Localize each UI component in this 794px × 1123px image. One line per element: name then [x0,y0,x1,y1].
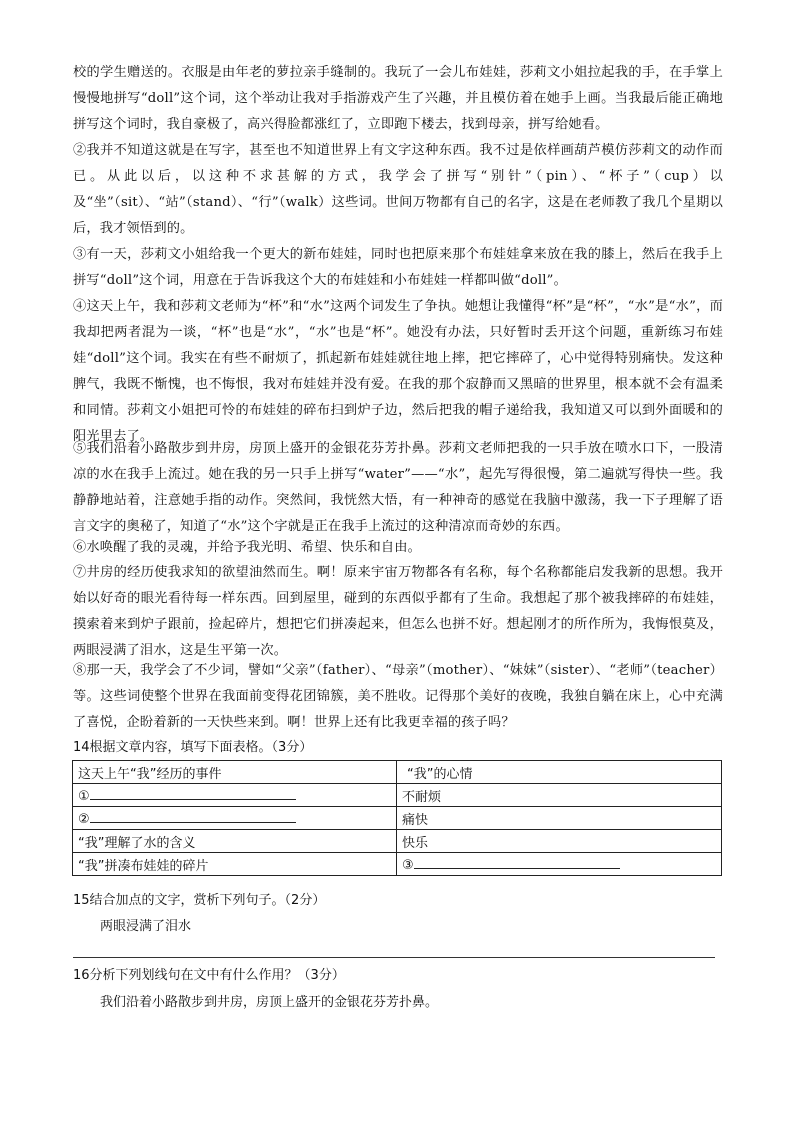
passage-paragraph-3: ③有一天，莎莉文小姐给我一个更大的新布娃娃，同时也把原来那个布娃娃拿来放在我的膝上，然后在我手上拼写“doll”这个词，用意在于告诉我这个大的布娃娃和小布娃娃一样都叫做“doll”。 [73,247,723,288]
answer-blank-1[interactable] [90,787,296,800]
passage-paragraph-intro: 校的学生赠送的。衣服是由年老的萝拉亲手缝制的。我玩了一会儿布娃娃，莎莉文小姐拉起我的手，在手掌上慢慢地拼写“doll”这个词，这个举动让我对手指游戏产生了兴趣，并且模仿着在她手上画。当我最后能正确地拼写这个词时，我自豪极了，高兴得脸都涨红了，立即跑下楼去，找到母亲，拼写给她看。 [73,65,723,132]
table-header-event: 这天上午“我”经历的事件 [73,761,397,784]
table-row [73,807,722,830]
blank-label: ① [78,788,90,804]
passage-paragraph-2: ②我并不知道这就是在写字，甚至也不知道世界上有文字这种东西。我不过是依样画葫芦模仿莎莉文的动作而已。从此以后，以这种不求甚解的方式，我学会了拼写“别针”（pin）、“杯子”（cup）以及“坐”（sit）、“站”（stand）、“行”（walk）这些词。世间万物都有自己的名字，这是在老师教了我几个星期以后，我才领悟到的。 [73,143,723,236]
passage-paragraph-5: ⑤我们沿着小路散步到井房，房顶上盛开的金银花芬芳扑鼻。莎莉文老师把我的一只手放在喷水口下，一股清凉的水在我手上流过。她在我的另一只手上拼写“water”——“水”，起先写得很慢，第二遍就写得快一些。我静静地站着，注意她手指的动作。突然间，我恍然大悟，有一种神奇的感觉在我脑中激荡，我一下子理解了语言文字的奥秘了，知道了“水”这个字就是正在我手上流过的这种清凉而奇妙的东西。 [73,441,723,534]
table-cell-mood: 不耐烦 [397,784,722,807]
question-16-prompt: 16分析下列划线句在文中有什么作用？（3分） [73,968,345,983]
passage-paragraph-4: ④这天上午，我和莎莉文老师为“杯”和“水”这两个词发生了争执。她想让我懂得“杯”是“杯”，“水”是“水”，而我却把两者混为一谈，“杯”也是“水”，“水”也是“杯”。她没有办法，只好暂时丢开这个问题，重新练习布娃娃“doll”这个词。我实在有些不耐烦了，抓起新布娃娃就往地上摔，把它摔碎了，心中觉得特别痛快。发这种脾气，我既不惭愧，也不悔恨，我对布娃娃并没有爱。在我的那个寂静而又黑暗的世界里，根本就不会有温柔和同情。莎莉文小姐把可怜的布娃娃的碎布扫到炉子边，然后把我的帽子递给我，我知道又可以到外面暖和的阳光里去了。 [73,299,723,444]
answer-line[interactable] [73,957,715,958]
table-header-mood: “我”的心情 [397,761,722,784]
passage-paragraph-6: ⑥水唤醒了我的灵魂，并给予我光明、希望、快乐和自由。 [73,540,422,555]
table-cell-event: “我”理解了水的含义 [73,830,397,853]
question-14-prompt: 14根据文章内容，填写下面表格。（3分） [73,740,313,755]
table-cell-mood [397,853,722,876]
table-cell-mood: 痛快 [397,807,722,830]
answer-blank-3[interactable] [414,856,620,869]
question-16-sentence: 我们沿着小路散步到井房，房顶上盛开的金银花芬芳扑鼻。 [100,995,439,1010]
table-cell-mood: 快乐 [397,830,722,853]
answer-blank-2[interactable] [90,810,296,823]
question-14-table [72,760,722,876]
passage-paragraph-8: ⑧那一天，我学会了不少词，譬如“父亲”（father）、“母亲”（mother）、“妹妹”（sister）、“老师”（teacher）等。这些词使整个世界在我面前变得花团锦簇，美不胜收。记得那个美好的夜晚，我独自躺在床上，心中充满了喜悦，企盼着新的一天快些来到。啊！世界上还有比我更幸福的孩子吗？ [73,663,723,730]
table-cell-event: “我”拼凑布娃娃的碎片 [73,853,397,876]
table-header-row [73,761,722,784]
table-row [73,830,722,853]
table-cell-event [73,784,397,807]
table-cell-event [73,807,397,830]
blank-label: ② [78,811,90,827]
blank-label: ③ [402,857,414,873]
passage-paragraph-7: ⑦井房的经历使我求知的欲望油然而生。啊！原来宇宙万物都各有名称，每个名称都能启发我新的思想。我开始以好奇的眼光看待每一样东西。回到屋里，碰到的东西似乎都有了生命。我想起了那个被我摔碎的布娃娃，摸索着来到炉子跟前，捡起碎片，想把它们拼凑起来，但怎么也拼不好。想起刚才的所作所为，我悔恨莫及，两眼浸满了泪水，这是生平第一次。 [73,565,723,658]
question-15-prompt: 15结合加点的文字，赏析下列句子。（2分） [73,893,326,908]
question-15-sentence: 两眼浸满了泪水 [100,919,192,934]
table-row [73,784,722,807]
table-row [73,853,722,876]
